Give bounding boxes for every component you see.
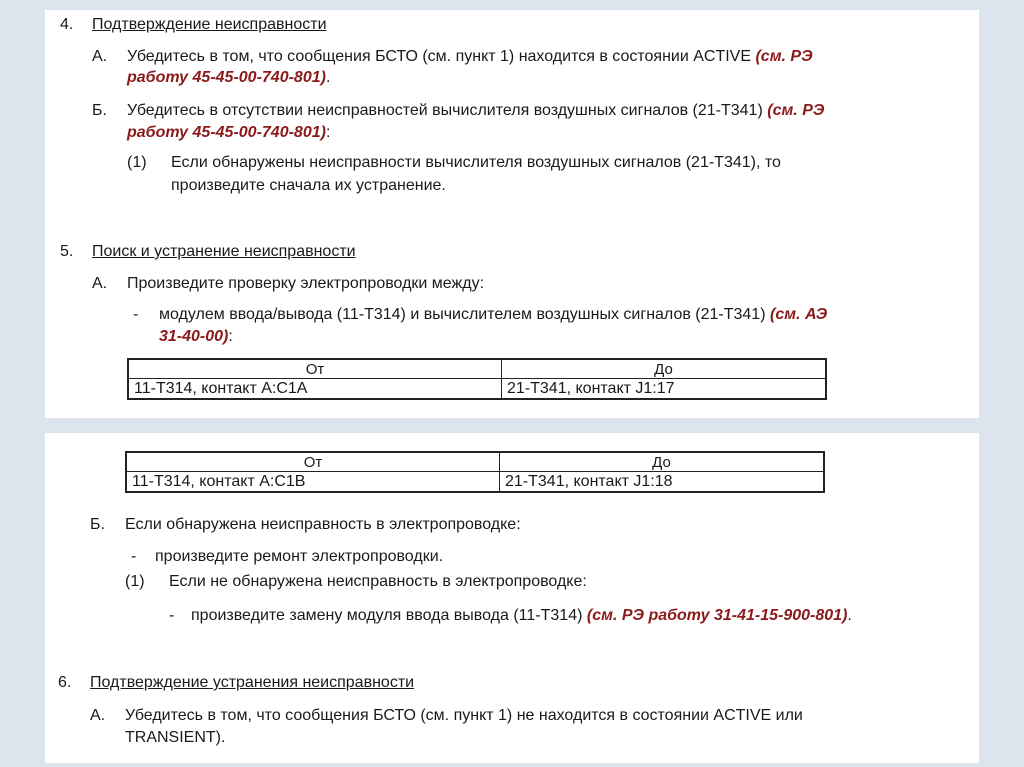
item-4b-line2 <box>127 123 330 143</box>
item-4a-tail: . <box>325 69 331 86</box>
item-6a-line1: Убедитесь в том, что сообщения БСТО (см. пункт 1) не находится в состоянии ACTIVE или <box>125 707 803 724</box>
item-5a-marker: А. <box>92 275 108 292</box>
table-cell-from: 11-Т314, контакт A:C1B <box>126 472 500 493</box>
item-4a-ref-part1: (см. РЭ <box>755 48 813 65</box>
page-panel-top <box>45 10 979 418</box>
section-4-title: Подтверждение неисправности <box>92 16 327 33</box>
dash-5a-ref-part1: (см. АЭ <box>769 306 828 323</box>
page-panel-bottom <box>45 433 979 763</box>
dash-5a-tail: : <box>228 328 233 345</box>
dash-replace-ref: (см. РЭ работу 31-41-15-900-801) <box>586 607 848 624</box>
item-6a-marker: А. <box>90 707 106 724</box>
dash-replace-marker: - <box>169 607 175 624</box>
item-4b-tail: : <box>325 124 331 141</box>
dash-5a-line1 <box>159 305 827 325</box>
table-header-row <box>128 359 826 379</box>
sub-4b1-line2: произведите сначала их устранение. <box>171 177 446 194</box>
sub-5b1-marker: (1) <box>125 573 145 590</box>
table-cell-from: 11-Т314, контакт A:C1A <box>128 379 502 400</box>
table-row <box>126 472 824 493</box>
table-header-row <box>126 452 824 472</box>
dash-5a-text: модулем ввода/вывода (11-Т314) и вычислителем воздушных сигналов (21-Т341) <box>159 306 766 323</box>
sub-5b1-text: Если не обнаружена неисправность в электропроводке: <box>169 573 587 590</box>
section-6-title: Подтверждение устранения неисправности <box>90 674 415 691</box>
item-4b-ref-part2: работу 45-45-00-740-801) <box>127 124 326 141</box>
sub-4b1-marker: (1) <box>127 154 147 171</box>
item-4a-line1 <box>127 47 813 67</box>
item-5a-text: Произведите проверку электропроводки между: <box>127 275 485 292</box>
item-6a-line2: TRANSIENT). <box>125 729 226 746</box>
dash-repair-marker: - <box>131 548 137 565</box>
dash-replace-line <box>191 606 852 626</box>
wiring-table-1 <box>127 358 827 400</box>
section-4-number: 4. <box>60 16 74 33</box>
table-header-from: От <box>128 359 502 379</box>
item-4a-marker: А. <box>92 48 108 65</box>
dash-5a-marker: - <box>133 306 139 323</box>
table-cell-to: 21-Т341, контакт J1:17 <box>502 379 827 400</box>
table-row <box>128 379 826 400</box>
table-cell-to: 21-Т341, контакт J1:18 <box>500 472 825 493</box>
wiring-table-2 <box>125 451 825 493</box>
section-6-number: 6. <box>58 674 72 691</box>
dash-repair-text: произведите ремонт электропроводки. <box>155 548 444 565</box>
section-5-title: Поиск и устранение неисправности <box>92 243 356 260</box>
item-4b-text: Убедитесь в отсутствии неисправностей вычислителя воздушных сигналов (21-Т341) <box>127 102 763 119</box>
dash-5a-ref-part2: 31-40-00) <box>159 328 229 345</box>
item-4b-marker: Б. <box>92 102 107 119</box>
item-5b-text: Если обнаружена неисправность в электропроводке: <box>125 516 521 533</box>
table-header-from: От <box>126 452 500 472</box>
section-5-number: 5. <box>60 243 74 260</box>
sub-4b1-line1: Если обнаружены неисправности вычислителя воздушных сигналов (21-Т341), то <box>171 154 781 171</box>
item-4a-line2 <box>127 68 330 88</box>
item-4a-text: Убедитесь в том, что сообщения БСТО (см. пункт 1) находится в состоянии ACTIVE <box>127 48 752 65</box>
dash-replace-tail: . <box>847 607 852 624</box>
dash-5a-line2 <box>159 327 233 347</box>
item-4a-ref-part2: работу 45-45-00-740-801) <box>127 69 326 86</box>
item-4b-ref-part1: (см. РЭ <box>767 102 825 119</box>
item-5b-marker: Б. <box>90 516 105 533</box>
table-header-to: До <box>500 452 825 472</box>
item-4b-line1 <box>127 101 824 121</box>
dash-replace-text: произведите замену модуля ввода вывода (11-Т314) <box>191 607 583 624</box>
table-header-to: До <box>502 359 827 379</box>
